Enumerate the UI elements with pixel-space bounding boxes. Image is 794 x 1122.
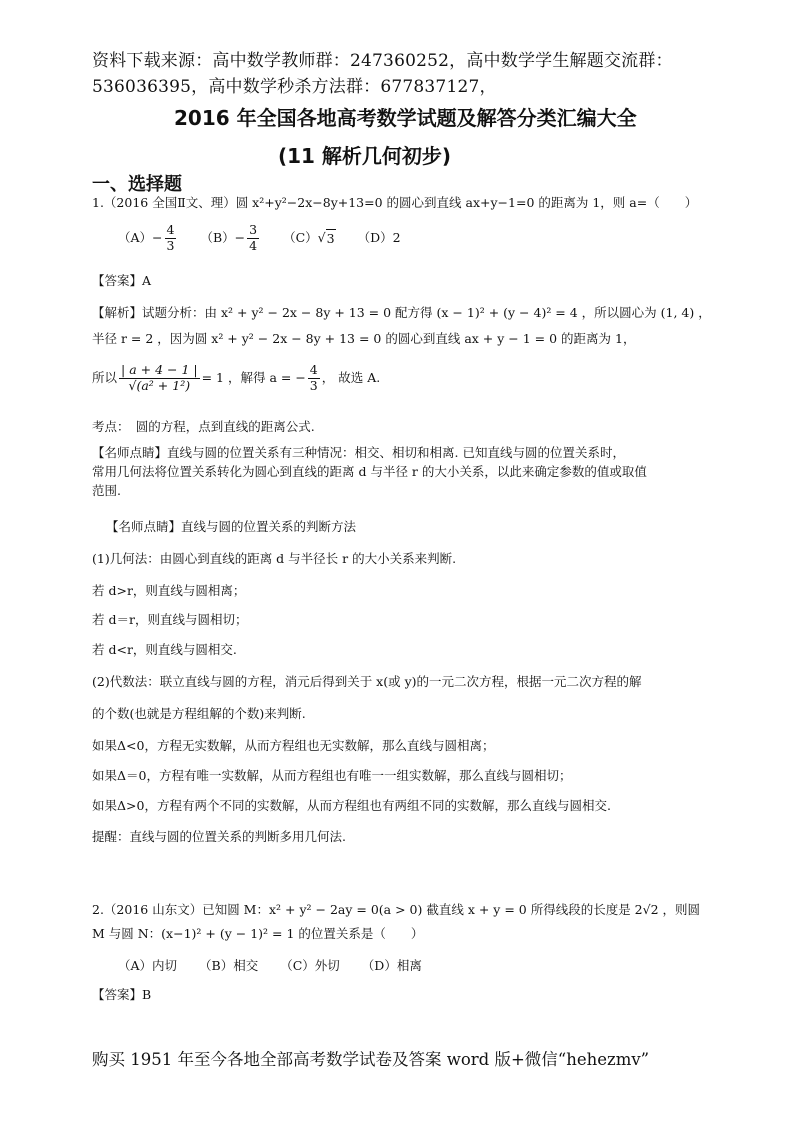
method-line-9: 如果Δ>0，方程有两个不同的实数解，从而方程组也有两组不同的实数解，那么直线与圆相交.: [92, 798, 611, 813]
analysis-so-label: 所以: [92, 370, 118, 385]
distance-fraction: [119, 364, 200, 392]
method-title: 【名师点睛】直线与圆的位置关系的判断方法: [106, 519, 357, 534]
option-b-fraction: [247, 224, 259, 252]
tip-line-2: 常用几何法将位置关系转化为圆心到直线的距离 d 与半径 r 的大小关系，以此来确定参数的值或取值: [92, 464, 647, 479]
question-2-stem-line-1: 2.（2016 山东文）已知圆 M：x² + y² − 2ay = 0(a > 0) 截直线 x + y = 0 所得线段的长度是 2√2 ，则圆: [92, 902, 701, 917]
solution-numerator: 4: [309, 362, 318, 377]
footer-note: 购买 1951 年至今各地全部高考数学试卷及答案 word 版+微信“hehezmv”: [92, 1050, 650, 1069]
page-subtitle: (11 解析几何初步): [278, 144, 452, 168]
header-line-2: 536036395，高中数学秒杀方法群：677837127，: [92, 77, 497, 97]
method-line-1: (1)几何法：由圆心到直线的距离 d 与半径长 r 的大小关系来判断.: [92, 551, 457, 566]
question-2-options: [118, 957, 444, 975]
option-b: [200, 224, 261, 252]
solution-fraction: [308, 364, 320, 392]
option-b-denominator: 4: [249, 237, 258, 253]
q2-option-d: （D）相离: [361, 958, 422, 973]
distance-numerator: | a + 4 − 1 |: [121, 362, 198, 377]
header-line-1: 资料下载来源：高中数学教师群：247360252，高中数学学生解题交流群：: [92, 51, 673, 71]
section-heading: 一、选择题: [92, 174, 182, 195]
method-line-10: 提醒：直线与圆的位置关系的判断多用几何法.: [92, 829, 346, 844]
question-2-answer: 【答案】B: [92, 987, 152, 1002]
option-c-radicand: 3: [326, 230, 335, 246]
method-line-4: 若 d<r，则直线与圆相交.: [92, 642, 237, 657]
analysis-solve-text: = 1 ，解得 a = −: [201, 370, 306, 385]
method-line-2: 若 d>r，则直线与圆相离；: [92, 583, 246, 598]
option-d: [358, 229, 401, 247]
method-line-8: 如果Δ＝0，方程有唯一实数解，从而方程组也有唯一一组实数解，那么直线与圆相切；: [92, 768, 572, 783]
analysis-line-2: 半径 r = 2 ，因为圆 x² + y² − 2x − 8y + 13 = 0 的圆心到直线 ax + y − 1 = 0 的距离为 1，: [92, 331, 636, 346]
page-title: 2016 年全国各地高考数学试题及解答分类汇编大全: [174, 106, 637, 130]
method-line-6: 的个数(也就是方程组解的个数)来判断.: [92, 706, 306, 721]
option-a-fraction: [165, 224, 177, 252]
question-1-options: [118, 224, 423, 252]
option-a-label: （A）−: [118, 230, 163, 245]
q2-option-b: （B）相交: [199, 958, 259, 973]
tip-line-1: 【名师点睛】直线与圆的位置关系有三种情况：相交、相切和相离. 已知直线与圆的位置关系时，: [92, 445, 625, 460]
method-line-5: (2)代数法：联立直线与圆的方程，消元后得到关于 x(或 y)的一元二次方程，根据一元二次方程的解: [92, 674, 642, 689]
option-c-label: （C）: [283, 230, 318, 245]
method-line-3: 若 d＝r，则直线与圆相切；: [92, 612, 248, 627]
option-a-denominator: 3: [166, 237, 175, 253]
analysis-line-1: 【解析】试题分析：由 x² + y² − 2x − 8y + 13 = 0 配方得 (x − 1)² + (y − 4)² = 4 ，所以圆心为 (1, 4) ，: [92, 305, 711, 320]
question-1-answer: 【答案】A: [92, 273, 152, 288]
distance-denominator: √(a² + 1²): [128, 377, 191, 393]
option-c: [283, 229, 336, 248]
analysis-choose-text: ， 故选 A.: [321, 370, 381, 385]
tip-line-3: 范围.: [92, 483, 121, 498]
sqrt-sign: √: [317, 230, 326, 245]
option-a: [118, 224, 178, 252]
analysis-line-3: [92, 364, 380, 392]
question-2-stem-line-2: M 与圆 N：(x−1)² + (y − 1)² = 1 的位置关系是（ ）: [92, 926, 424, 941]
option-d-label: （D）2: [357, 230, 401, 245]
solution-denominator: 3: [309, 377, 318, 393]
option-b-numerator: 3: [249, 222, 258, 237]
method-line-7: 如果Δ<0，方程无实数解，从而方程组也无实数解，那么直线与圆相离；: [92, 738, 495, 753]
option-a-numerator: 4: [166, 222, 175, 237]
q2-option-c: （C）外切: [280, 958, 340, 973]
kaodian-line: 考点： 圆的方程，点到直线的距离公式.: [92, 419, 315, 434]
q2-option-a: （A）内切: [118, 958, 178, 973]
question-1-stem: 1.（2016 全国Ⅱ文、理）圆 x²+y²−2x−8y+13=0 的圆心到直线 ax+y−1=0 的距离为 1，则 a=（ ）: [92, 195, 698, 210]
option-b-label: （B）−: [200, 230, 246, 245]
